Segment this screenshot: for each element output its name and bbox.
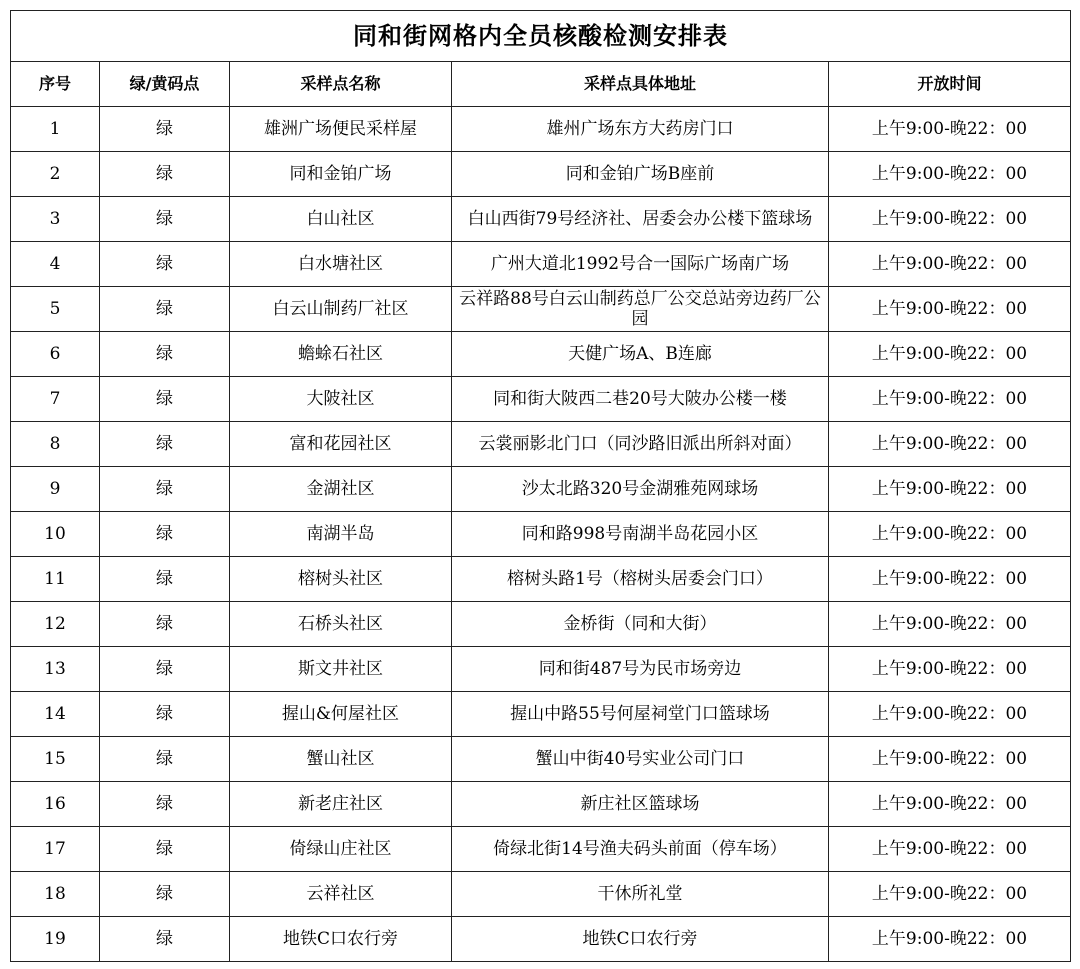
code-color: 绿 <box>100 827 230 872</box>
row-index: 7 <box>11 377 100 422</box>
site-address: 同和街487号为民市场旁边 <box>452 647 829 692</box>
open-hours: 上午9:00-晚22：00 <box>829 197 1071 242</box>
code-color: 绿 <box>100 422 230 467</box>
open-hours: 上午9:00-晚22：00 <box>829 422 1071 467</box>
table-row <box>11 332 1071 377</box>
code-color: 绿 <box>100 737 230 782</box>
code-color: 绿 <box>100 872 230 917</box>
header-index: 序号 <box>11 62 100 107</box>
row-index: 14 <box>11 692 100 737</box>
code-color: 绿 <box>100 647 230 692</box>
table-row <box>11 737 1071 782</box>
site-name: 斯文井社区 <box>230 647 452 692</box>
table-row <box>11 512 1071 557</box>
open-hours: 上午9:00-晚22：00 <box>829 377 1071 422</box>
site-address: 沙太北路320号金湖雅苑网球场 <box>452 467 829 512</box>
schedule-table <box>10 10 1071 962</box>
open-hours: 上午9:00-晚22：00 <box>829 512 1071 557</box>
table-row <box>11 377 1071 422</box>
row-index: 17 <box>11 827 100 872</box>
site-name: 云祥社区 <box>230 872 452 917</box>
site-name: 南湖半岛 <box>230 512 452 557</box>
site-address: 榕树头路1号（榕树头居委会门口） <box>452 557 829 602</box>
open-hours: 上午9:00-晚22：00 <box>829 602 1071 647</box>
open-hours: 上午9:00-晚22：00 <box>829 152 1071 197</box>
row-index: 5 <box>11 287 100 332</box>
table-row <box>11 287 1071 332</box>
open-hours: 上午9:00-晚22：00 <box>829 737 1071 782</box>
table-row <box>11 917 1071 962</box>
table-title: 同和街网格内全员核酸检测安排表 <box>11 11 1071 62</box>
code-color: 绿 <box>100 692 230 737</box>
table-row <box>11 827 1071 872</box>
row-index: 15 <box>11 737 100 782</box>
table-row <box>11 557 1071 602</box>
testing-schedule-sheet <box>10 10 1070 962</box>
table-body <box>11 107 1071 962</box>
open-hours: 上午9:00-晚22：00 <box>829 647 1071 692</box>
row-index: 6 <box>11 332 100 377</box>
code-color: 绿 <box>100 332 230 377</box>
row-index: 4 <box>11 242 100 287</box>
site-address: 同和路998号南湖半岛花园小区 <box>452 512 829 557</box>
site-address: 地铁C口农行旁 <box>452 917 829 962</box>
code-color: 绿 <box>100 782 230 827</box>
table-row <box>11 647 1071 692</box>
header-site-name: 采样点名称 <box>230 62 452 107</box>
site-name: 白水塘社区 <box>230 242 452 287</box>
table-row <box>11 107 1071 152</box>
row-index: 1 <box>11 107 100 152</box>
site-address: 云裳丽影北门口（同沙路旧派出所斜对面） <box>452 422 829 467</box>
open-hours: 上午9:00-晚22：00 <box>829 917 1071 962</box>
site-name: 新老庄社区 <box>230 782 452 827</box>
site-name: 雄洲广场便民采样屋 <box>230 107 452 152</box>
code-color: 绿 <box>100 557 230 602</box>
site-address: 干休所礼堂 <box>452 872 829 917</box>
open-hours: 上午9:00-晚22：00 <box>829 557 1071 602</box>
header-code-color: 绿/黄码点 <box>100 62 230 107</box>
open-hours: 上午9:00-晚22：00 <box>829 782 1071 827</box>
site-name: 大陂社区 <box>230 377 452 422</box>
open-hours: 上午9:00-晚22：00 <box>829 692 1071 737</box>
table-row <box>11 782 1071 827</box>
site-address: 蟹山中街40号实业公司门口 <box>452 737 829 782</box>
row-index: 10 <box>11 512 100 557</box>
code-color: 绿 <box>100 197 230 242</box>
site-name: 榕树头社区 <box>230 557 452 602</box>
site-address: 握山中路55号何屋祠堂门口篮球场 <box>452 692 829 737</box>
open-hours: 上午9:00-晚22：00 <box>829 827 1071 872</box>
table-row <box>11 602 1071 647</box>
title-row <box>11 11 1071 62</box>
open-hours: 上午9:00-晚22：00 <box>829 287 1071 332</box>
site-name: 蟾蜍石社区 <box>230 332 452 377</box>
code-color: 绿 <box>100 107 230 152</box>
site-address: 新庄社区篮球场 <box>452 782 829 827</box>
open-hours: 上午9:00-晚22：00 <box>829 872 1071 917</box>
open-hours: 上午9:00-晚22：00 <box>829 242 1071 287</box>
table-row <box>11 152 1071 197</box>
table-row <box>11 242 1071 287</box>
code-color: 绿 <box>100 917 230 962</box>
site-address: 同和金铂广场B座前 <box>452 152 829 197</box>
table-row <box>11 197 1071 242</box>
table-row <box>11 872 1071 917</box>
header-open-hours: 开放时间 <box>829 62 1071 107</box>
table-row <box>11 422 1071 467</box>
code-color: 绿 <box>100 377 230 422</box>
site-address: 倚绿北街14号渔夫码头前面（停车场） <box>452 827 829 872</box>
site-address: 广州大道北1992号合一国际广场南广场 <box>452 242 829 287</box>
row-index: 9 <box>11 467 100 512</box>
table-row <box>11 692 1071 737</box>
row-index: 12 <box>11 602 100 647</box>
site-name: 倚绿山庄社区 <box>230 827 452 872</box>
site-name: 同和金铂广场 <box>230 152 452 197</box>
open-hours: 上午9:00-晚22：00 <box>829 467 1071 512</box>
code-color: 绿 <box>100 287 230 332</box>
site-address: 雄州广场东方大药房门口 <box>452 107 829 152</box>
row-index: 11 <box>11 557 100 602</box>
code-color: 绿 <box>100 602 230 647</box>
header-site-address: 采样点具体地址 <box>452 62 829 107</box>
table-row <box>11 467 1071 512</box>
site-name: 握山&何屋社区 <box>230 692 452 737</box>
code-color: 绿 <box>100 242 230 287</box>
code-color: 绿 <box>100 152 230 197</box>
row-index: 16 <box>11 782 100 827</box>
header-row <box>11 62 1071 107</box>
row-index: 8 <box>11 422 100 467</box>
row-index: 2 <box>11 152 100 197</box>
site-address: 同和街大陂西二巷20号大陂办公楼一楼 <box>452 377 829 422</box>
site-name: 白山社区 <box>230 197 452 242</box>
site-name: 白云山制药厂社区 <box>230 287 452 332</box>
open-hours: 上午9:00-晚22：00 <box>829 332 1071 377</box>
row-index: 18 <box>11 872 100 917</box>
site-address: 云祥路88号白云山制药总厂公交总站旁边药厂公园 <box>452 287 829 332</box>
site-name: 石桥头社区 <box>230 602 452 647</box>
site-address: 天健广场A、B连廊 <box>452 332 829 377</box>
row-index: 3 <box>11 197 100 242</box>
site-address: 白山西街79号经济社、居委会办公楼下篮球场 <box>452 197 829 242</box>
open-hours: 上午9:00-晚22：00 <box>829 107 1071 152</box>
row-index: 19 <box>11 917 100 962</box>
site-name: 蟹山社区 <box>230 737 452 782</box>
site-name: 金湖社区 <box>230 467 452 512</box>
code-color: 绿 <box>100 467 230 512</box>
row-index: 13 <box>11 647 100 692</box>
site-address: 金桥街（同和大街） <box>452 602 829 647</box>
code-color: 绿 <box>100 512 230 557</box>
site-name: 富和花园社区 <box>230 422 452 467</box>
site-name: 地铁C口农行旁 <box>230 917 452 962</box>
